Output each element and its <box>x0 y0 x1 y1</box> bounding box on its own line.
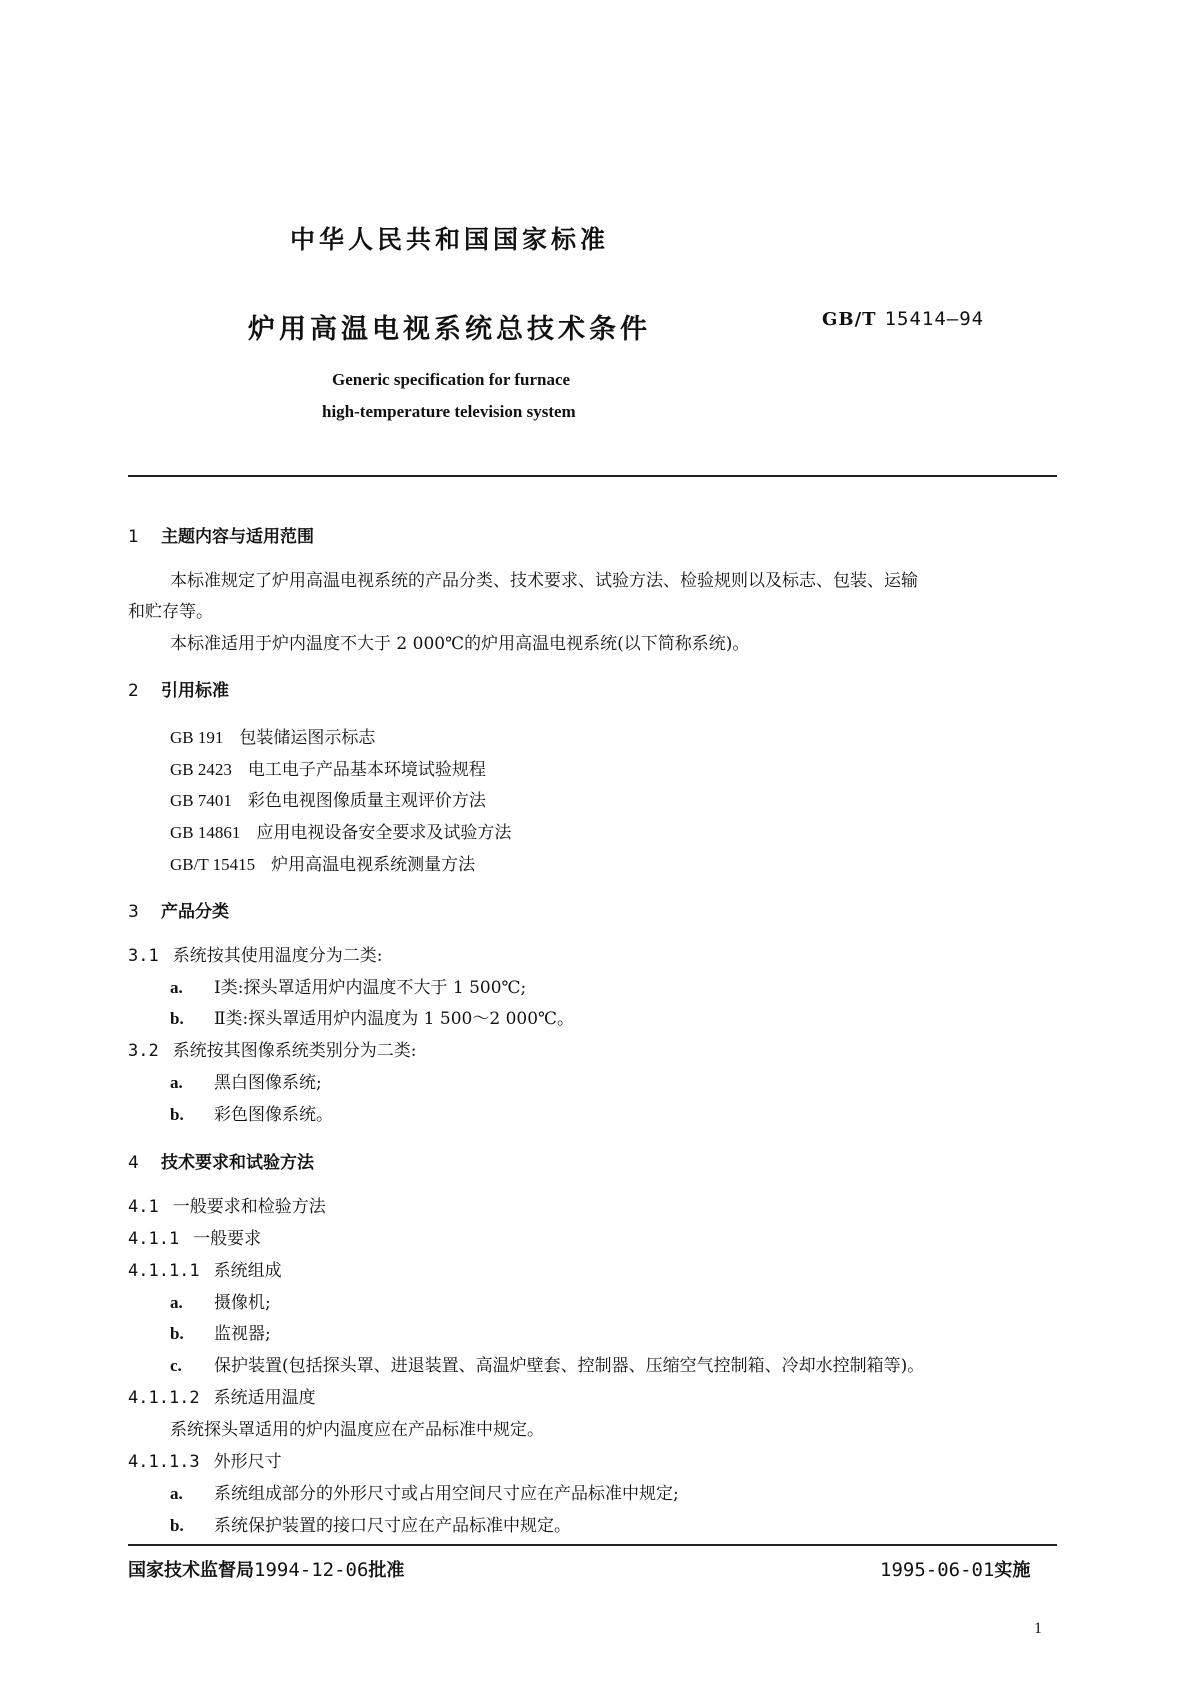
item-text: Ⅱ类:探头罩适用炉内温度为 1 500～2 000℃。 <box>214 1009 575 1029</box>
item-label: a. <box>170 1293 183 1312</box>
clause-text: 外形尺寸 <box>213 1452 282 1472</box>
clause-number: 3.2 <box>128 1041 159 1061</box>
approval-org: 国家技术监督局 <box>128 1560 254 1581</box>
clause-4-1-1-3-item-a <box>170 1479 679 1504</box>
reference-name: 电工电子产品基本环境试验规程 <box>247 760 486 780</box>
clause-text: 一般要求和检验方法 <box>172 1197 326 1217</box>
item-text: Ⅰ类:探头罩适用炉内温度不大于 1 500℃; <box>214 978 527 998</box>
footer-divider <box>128 1544 1057 1546</box>
clause-3-2-item-a <box>170 1068 322 1093</box>
clause-text: 一般要求 <box>193 1229 262 1249</box>
header-divider <box>128 475 1057 477</box>
item-text: 保护装置(包括探头罩、进退装置、高温炉壁套、控制器、压缩空气控制箱、冷却水控制箱等)。 <box>214 1356 925 1376</box>
item-label: b. <box>170 1324 184 1343</box>
reference-item <box>170 723 375 748</box>
section-title: 主题内容与适用范围 <box>161 527 314 547</box>
reference-item <box>170 850 475 875</box>
reference-name: 包装储运图示标志 <box>239 728 376 748</box>
clause-3-2 <box>128 1036 416 1061</box>
section-number: 4 <box>128 1153 139 1173</box>
reference-code: GB 2423 <box>170 760 232 779</box>
reference-name: 应用电视设备安全要求及试验方法 <box>256 823 512 843</box>
clause-4-1-1-1-item-a <box>170 1288 271 1313</box>
national-standard-heading: 中华人民共和国国家标准 <box>290 225 610 254</box>
section-title: 产品分类 <box>161 902 229 922</box>
section-4-heading <box>128 1148 314 1173</box>
item-text: 摄像机; <box>214 1293 271 1313</box>
clause-4-1-1-2-paragraph: 系统探头罩适用的炉内温度应在产品标准中规定。 <box>170 1420 544 1440</box>
clause-4-1-1-2 <box>128 1383 316 1408</box>
reference-code: GB/T 15415 <box>170 855 256 874</box>
reference-code: GB 7401 <box>170 791 232 810</box>
clause-4-1-1-3 <box>128 1447 282 1472</box>
clause-3-1-item-b <box>170 1004 574 1029</box>
clause-4-1-1-1-item-b <box>170 1319 271 1344</box>
implementation-suffix: 实施 <box>994 1560 1031 1581</box>
clause-number: 4.1.1.2 <box>128 1388 200 1408</box>
section-1-heading <box>128 522 314 547</box>
item-label: a. <box>170 1073 183 1092</box>
item-text: 黑白图像系统; <box>214 1073 322 1093</box>
reference-item <box>170 786 486 811</box>
reference-code: GB 14861 <box>170 823 241 842</box>
document-title-en-line1: Generic specification for furnace <box>332 370 571 389</box>
item-label: b. <box>170 1516 184 1535</box>
reference-name: 炉用高温电视系统测量方法 <box>271 855 476 875</box>
item-label: c. <box>170 1356 182 1375</box>
section-number: 1 <box>128 527 139 547</box>
section-1-paragraph-1-line-2: 和贮存等。 <box>128 602 213 622</box>
approval-date: 1994-12-06 <box>254 1559 369 1581</box>
item-label: b. <box>170 1105 184 1124</box>
reference-name: 彩色电视图像质量主观评价方法 <box>247 791 486 811</box>
approval-line <box>128 1556 404 1582</box>
clause-text: 系统适用温度 <box>213 1388 316 1408</box>
standard-code <box>822 308 984 330</box>
reference-item <box>170 818 511 843</box>
clause-3-1 <box>128 941 382 966</box>
item-label: b. <box>170 1009 184 1028</box>
standard-code-prefix: GB/T <box>822 309 877 330</box>
clause-text: 系统按其使用温度分为二类: <box>172 946 383 966</box>
implementation-date: 1995-06-01 <box>880 1559 995 1581</box>
reference-code: GB 191 <box>170 728 224 747</box>
section-1-paragraph-1-line-1: 本标准规定了炉用高温电视系统的产品分类、技术要求、试验方法、检验规则以及标志、包装、运输 <box>170 571 918 591</box>
clause-4-1-1 <box>128 1224 261 1249</box>
clause-text: 系统按其图像系统类别分为二类: <box>172 1041 417 1061</box>
section-1-paragraph-2: 本标准适用于炉内温度不大于 2 000℃的炉用高温电视系统(以下简称系统)。 <box>170 634 750 654</box>
section-3-heading <box>128 897 229 922</box>
clause-number: 4.1.1 <box>128 1229 180 1249</box>
item-label: a. <box>170 1484 183 1503</box>
reference-item <box>170 755 486 780</box>
implementation-line <box>880 1556 1030 1582</box>
clause-number: 4.1 <box>128 1197 159 1217</box>
clause-3-2-item-b <box>170 1100 333 1125</box>
clause-number: 4.1.1.3 <box>128 1452 200 1472</box>
standard-code-number: 15414—94 <box>884 308 985 330</box>
clause-4-1-1-1 <box>128 1256 282 1281</box>
clause-3-1-item-a <box>170 973 526 998</box>
item-text: 系统保护装置的接口尺寸应在产品标准中规定。 <box>214 1516 571 1536</box>
clause-number: 3.1 <box>128 946 159 966</box>
document-title-cn: 炉用高温电视系统总技术条件 <box>248 314 651 345</box>
section-number: 2 <box>128 681 139 701</box>
item-label: a. <box>170 978 183 997</box>
approval-suffix: 批准 <box>368 1560 405 1581</box>
clause-4-1-1-1-item-c <box>170 1351 924 1376</box>
section-2-heading <box>128 676 229 701</box>
item-text: 彩色图像系统。 <box>214 1105 333 1125</box>
section-title: 技术要求和试验方法 <box>161 1153 314 1173</box>
item-text: 监视器; <box>214 1324 271 1344</box>
clause-4-1-1-3-item-b <box>170 1511 571 1536</box>
clause-number: 4.1.1.1 <box>128 1261 200 1281</box>
page-number: 1 <box>1034 1620 1042 1637</box>
section-number: 3 <box>128 902 139 922</box>
item-text: 系统组成部分的外形尺寸或占用空间尺寸应在产品标准中规定; <box>214 1484 679 1504</box>
clause-text: 系统组成 <box>213 1261 282 1281</box>
section-title: 引用标准 <box>161 681 229 701</box>
document-title-en-line2: high-temperature television system <box>322 402 576 421</box>
clause-4-1 <box>128 1192 326 1217</box>
